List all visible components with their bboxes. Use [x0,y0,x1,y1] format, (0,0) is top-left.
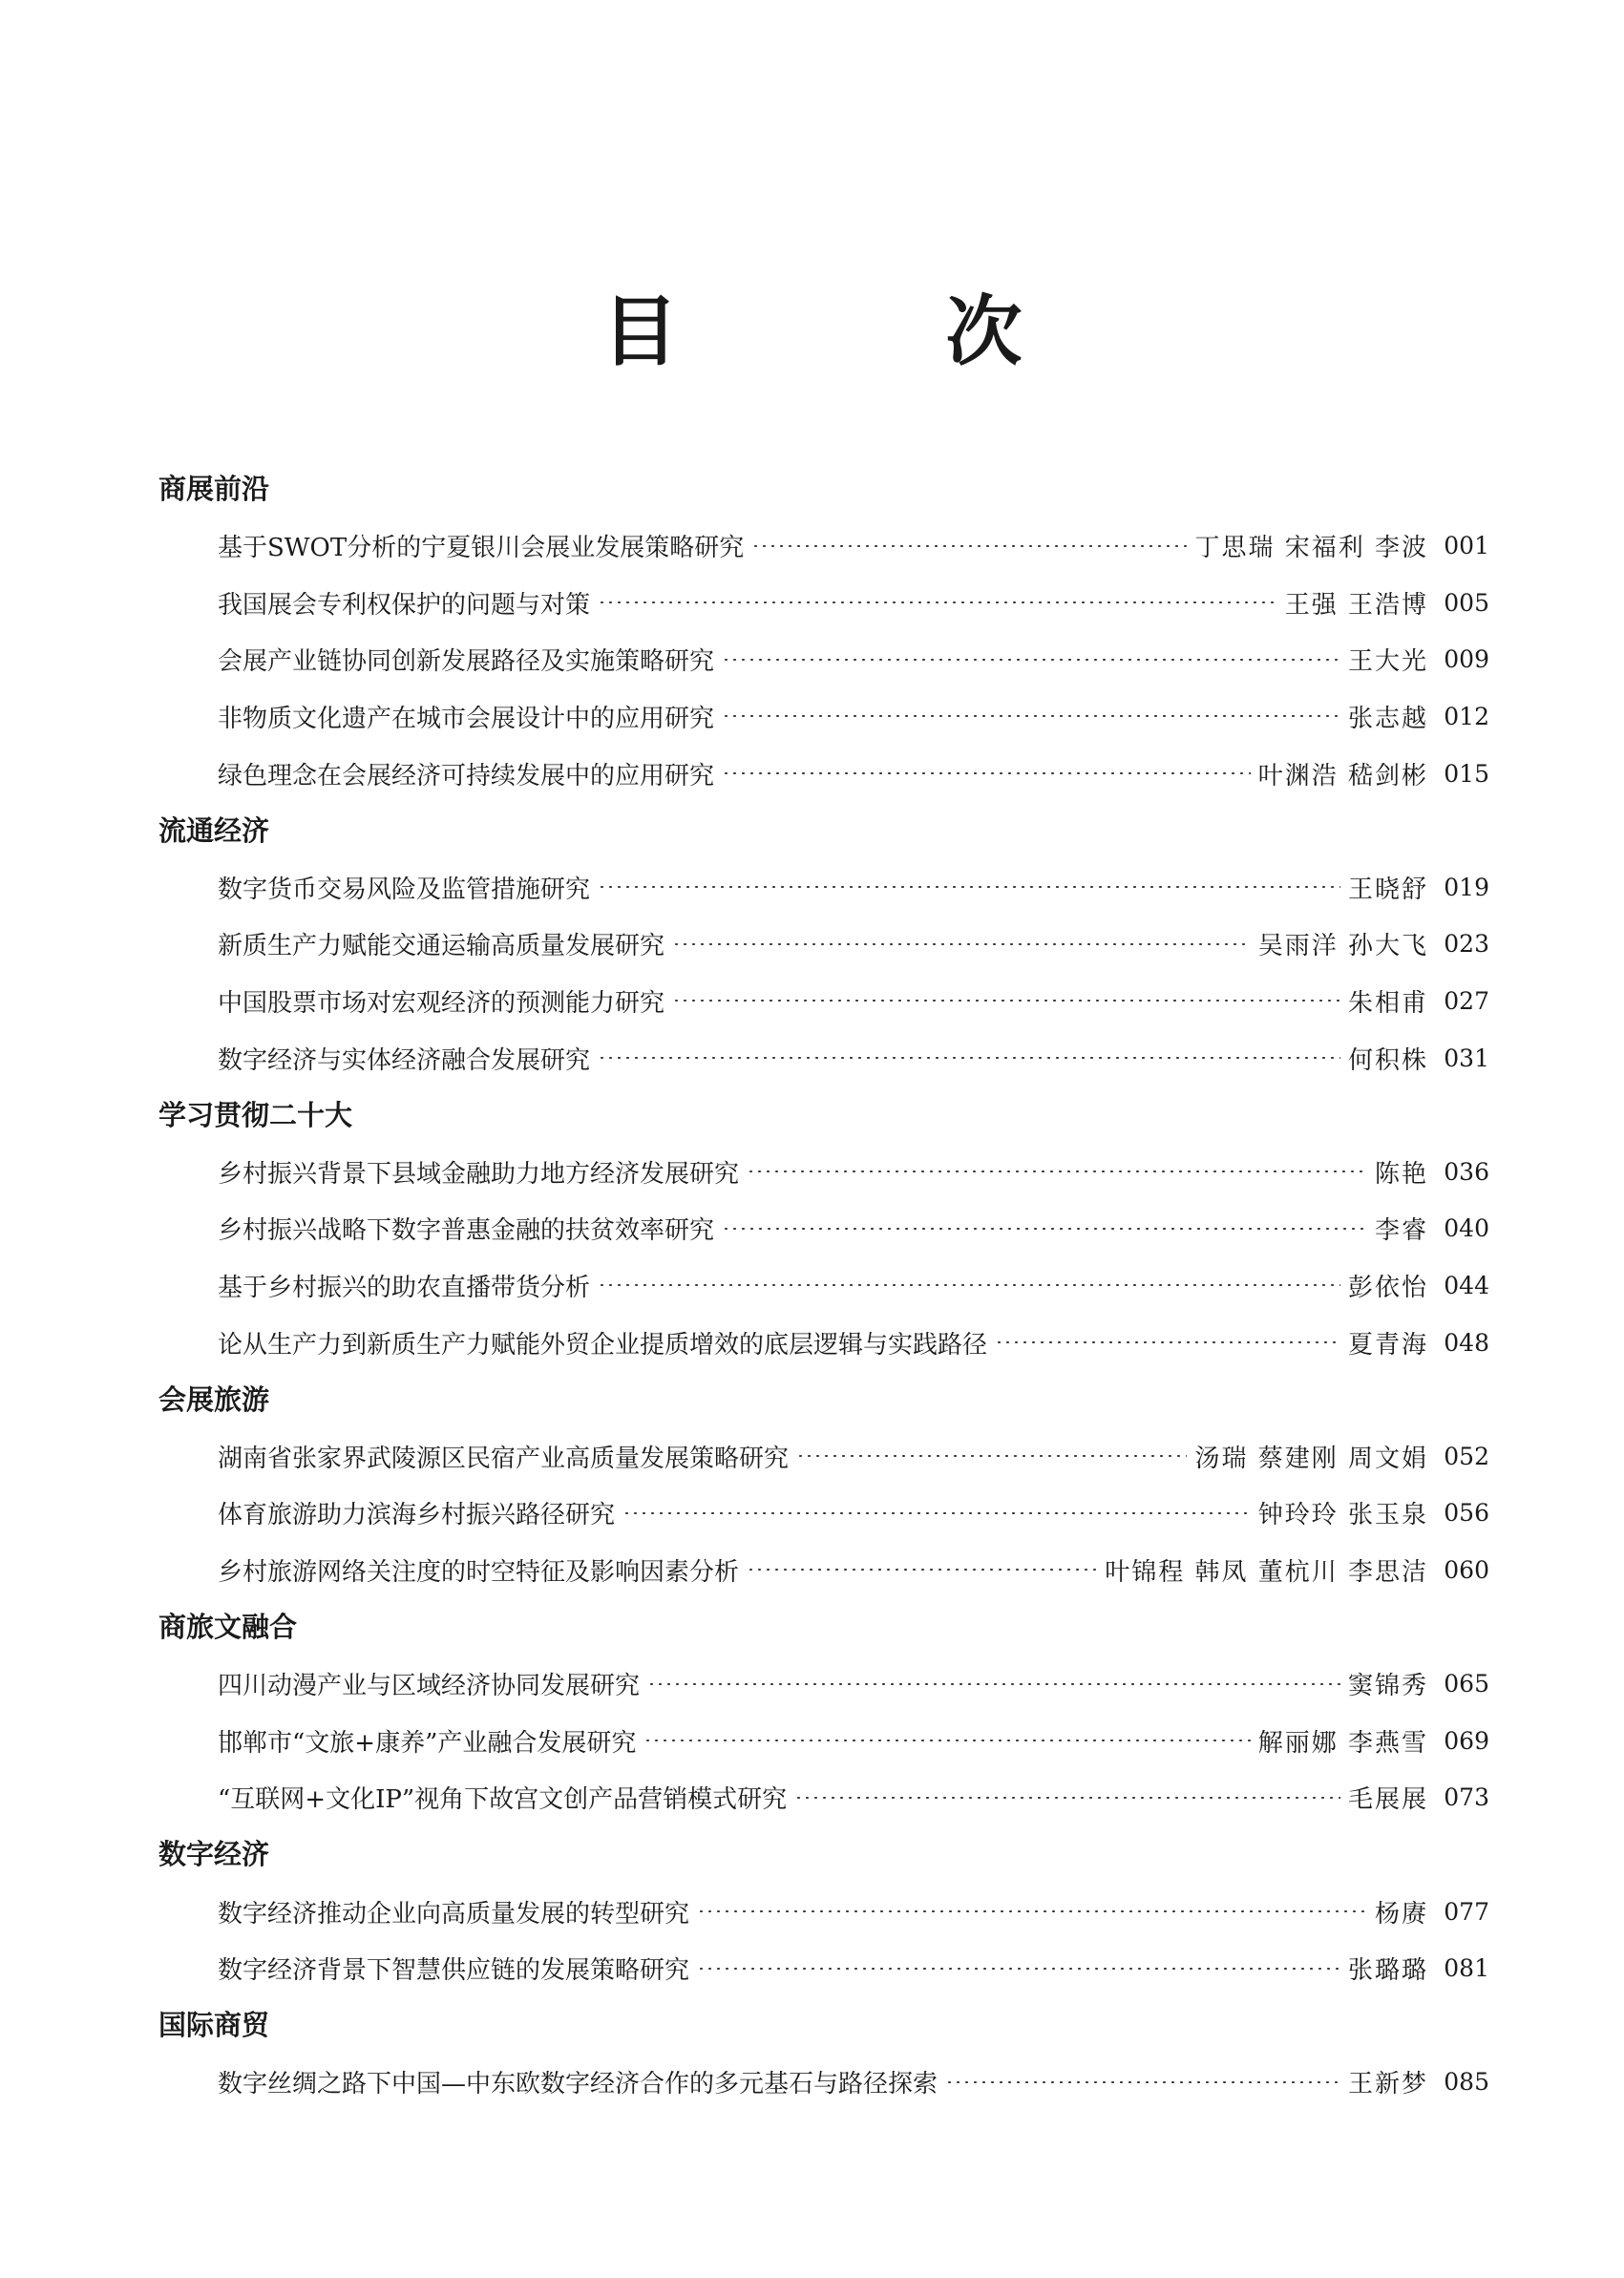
entry-authors: 叶锦程 韩凤 董杭川 李思洁 [1105,1557,1428,1587]
toc-entry[interactable] [218,1494,1489,1532]
entry-authors: 丁思瑞 宋福利 李波 [1194,534,1428,563]
toc-entry[interactable] [218,527,1489,565]
entry-authors: 钟玲玲 张玉泉 [1257,1501,1428,1530]
entry-authors: 彭依怡 [1347,1273,1428,1302]
entry-page-number: 023 [1444,930,1489,959]
toc-entry[interactable] [218,1437,1489,1475]
toc-entry[interactable] [218,1550,1489,1589]
toc-entry[interactable] [218,754,1489,792]
entry-page-number: 031 [1444,1044,1489,1072]
entry-authors: 汤瑞 蔡建刚 周文娟 [1194,1444,1428,1473]
dot-leader [598,886,1340,888]
toc-entry[interactable] [218,1210,1489,1248]
entry-title: 乡村振兴背景下县域金融助力地方经济发展研究 [218,1159,740,1189]
entry-title: 论从生产力到新质生产力赋能外贸企业提质增效的底层逻辑与实践路径 [218,1330,988,1360]
dot-leader [647,1683,1340,1685]
section-title: 国际商贸 [158,2009,270,2042]
toc-entry[interactable] [218,583,1489,622]
dot-leader [751,545,1187,547]
section-title: 学习贯彻二十大 [158,1098,353,1131]
entry-page-number: 048 [1444,1328,1489,1357]
entry-page-number: 019 [1444,873,1489,901]
entry-page-number: 052 [1444,1442,1489,1470]
entry-page-number: 036 [1444,1157,1489,1186]
entry-authors: 王大光 [1347,647,1428,677]
entry-page-number: 077 [1444,1897,1489,1926]
entry-title: 数字货币交易风险及监管措施研究 [218,875,591,904]
entry-page-number: 027 [1444,986,1489,1015]
entry-page-number: 085 [1444,2068,1489,2097]
entry-page-number: 069 [1444,1726,1489,1755]
entry-authors: 王晓舒 [1347,875,1428,904]
dot-leader [722,715,1340,717]
entry-page-number: 081 [1444,1954,1489,1983]
entry-title: 数字丝绸之路下中国—中东欧数字经济合作的多元基石与路径探索 [218,2070,939,2099]
entry-title: 乡村振兴战略下数字普惠金融的扶贫效率研究 [218,1216,715,1246]
dot-leader [598,601,1277,603]
entry-authors: 叶渊浩 嵇剑彬 [1257,761,1428,791]
toc-entry[interactable] [218,1266,1489,1304]
section-title: 商旅文融合 [158,1611,298,1643]
toc-entry[interactable] [218,1779,1489,1817]
entry-title: 数字经济推动企业向高质量发展的转型研究 [218,1899,690,1929]
toc-entry[interactable] [218,1323,1489,1361]
entry-authors: 夏青海 [1347,1330,1428,1360]
dot-leader [643,1740,1250,1741]
entry-page-number: 005 [1444,588,1489,617]
entry-page-number: 040 [1444,1214,1489,1243]
entry-page-number: 065 [1444,1670,1489,1698]
dot-leader [722,772,1251,774]
entry-page-number: 044 [1444,1271,1489,1299]
entry-page-number: 001 [1444,532,1489,560]
entry-authors: 吴雨洋 孙大飞 [1257,932,1428,961]
entry-title: “互联网+文化IP”视角下故宫文创产品营销模式研究 [218,1785,788,1815]
entry-title: 基于SWOT分析的宁夏银川会展业发展策略研究 [218,534,745,563]
toc-entry[interactable] [218,2063,1489,2101]
toc-entry[interactable] [218,868,1489,906]
entry-title: 新质生产力赋能交通运输高质量发展研究 [218,932,665,961]
dot-leader [598,1057,1340,1059]
entry-title: 数字经济与实体经济融合发展研究 [218,1045,591,1075]
entry-title: 湖南省张家界武陵源区民宿产业高质量发展策略研究 [218,1444,790,1473]
dot-leader [995,1341,1340,1343]
dot-leader [672,1000,1340,1002]
dot-leader [598,1284,1340,1286]
entry-title: 会展产业链协同创新发展路径及实施策略研究 [218,647,715,677]
dot-leader [672,943,1251,945]
entry-authors: 李睿 [1374,1216,1428,1246]
toc-entry[interactable] [218,981,1489,1020]
entry-authors: 毛展展 [1347,1785,1428,1815]
toc-entry[interactable] [218,1665,1489,1703]
dot-leader [722,1228,1367,1230]
dot-leader [697,1968,1340,1970]
dot-leader [945,2081,1340,2083]
dot-leader [622,1512,1251,1514]
entry-page-number: 009 [1444,645,1489,674]
dot-leader [794,1797,1340,1799]
section-title: 流通经济 [158,813,270,847]
entry-page-number: 073 [1444,1783,1489,1812]
entry-title: 乡村旅游网络关注度的时空特征及影响因素分析 [218,1557,740,1587]
entry-authors: 朱相甫 [1347,988,1428,1018]
toc-entry[interactable] [218,1721,1489,1760]
entry-authors: 王强 王浩博 [1284,590,1428,620]
toc-entry[interactable] [218,925,1489,963]
entry-title: 数字经济背景下智慧供应链的发展策略研究 [218,1956,690,1986]
entry-title: 非物质文化遗产在城市会展设计中的应用研究 [218,704,715,733]
section-title: 商展前沿 [158,473,270,505]
toc-entry[interactable] [218,1950,1489,1988]
entry-authors: 何积株 [1347,1045,1428,1075]
entry-title: 四川动漫产业与区域经济协同发展研究 [218,1672,641,1701]
entry-authors: 解丽娜 李燕雪 [1257,1728,1428,1758]
entry-authors: 窦锦秀 [1347,1672,1428,1701]
section-title: 会展旅游 [158,1382,270,1416]
entry-title: 绿色理念在会展经济可持续发展中的应用研究 [218,761,715,791]
toc-entry[interactable] [218,641,1489,679]
entry-page-number: 015 [1444,759,1489,788]
entry-authors: 张璐璐 [1347,1956,1428,1986]
entry-page-number: 060 [1444,1555,1489,1584]
entry-authors: 陈艳 [1374,1159,1428,1189]
entry-title: 体育旅游助力滨海乡村振兴路径研究 [218,1501,616,1530]
dot-leader [796,1455,1187,1457]
toc-entry[interactable] [218,1892,1489,1930]
entry-authors: 张志越 [1347,704,1428,733]
section-title: 数字经济 [158,1838,270,1871]
entry-title: 中国股票市场对宏观经济的预测能力研究 [218,988,665,1018]
toc-entry[interactable] [218,1039,1489,1077]
toc-entry[interactable] [218,1152,1489,1191]
page-title: 目 次 [601,287,1118,376]
entry-authors: 王新梦 [1347,2070,1428,2099]
entry-title: 基于乡村振兴的助农直播带货分析 [218,1273,591,1302]
dot-leader [697,1910,1367,1912]
dot-leader [722,659,1340,661]
toc-entry[interactable] [218,697,1489,735]
entry-title: 我国展会专利权保护的问题与对策 [218,590,591,620]
dot-leader [747,1171,1367,1172]
dot-leader [747,1569,1097,1571]
entry-page-number: 056 [1444,1499,1489,1528]
entry-title: 邯郸市“文旅+康养”产业融合发展研究 [218,1728,637,1758]
entry-authors: 杨赓 [1374,1899,1428,1929]
entry-page-number: 012 [1444,702,1489,730]
